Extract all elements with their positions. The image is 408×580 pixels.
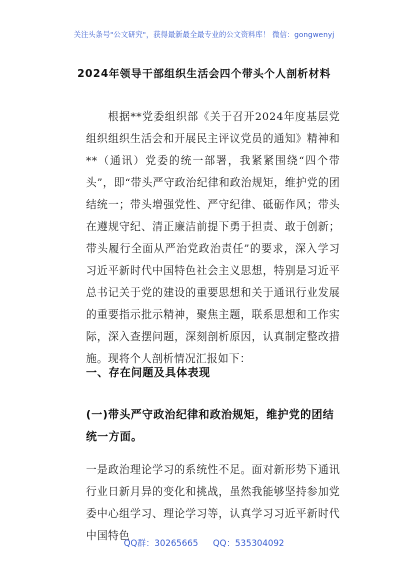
document-title: 2024年领导干部组织生活会四个带头个人剖析材料 [77,68,331,80]
footer-contact [0,537,408,549]
body-paragraph: 一是政治理论学习的系统性不足。面对新形势下通讯行业日新月异的变化和挑战，虽然我能够坚持参加党委中心组学习、理论学习等，认真学习习近平新时代中国特色 [86,464,340,542]
footer-qq-group: QQ群：30265665 [123,539,199,549]
header-banner: 关注头条号"公文研究"，获得最新最全最专业的公文资料库！ 微信：gongwenyj [73,30,335,39]
section-heading: 一、存在问题及具体表现 [86,366,211,379]
footer-qq: QQ：535304092 [212,539,285,549]
subsection-heading: (一)带头严守政治纪律和政治规矩，维护党的团结统一方面。 [86,408,335,443]
intro-paragraph: 根据**党委组织部《关于召开2024年度基层党组织组织生活会和开展民主评议党员的通知》精神和**（通讯）党委的统一部署，我紧紧围绕“四个带头”，即“带头严守政治纪律和政治规矩，维护党的团结统一；带头增强党性、严守纪律、砥砺作风；带头在遵规守纪、清正廉洁前提下勇于担责、敢于创新；带头履行全面从严治党政治责任”的要求，深入学习习近平新时代中国特色社会主义思想，特别是习近平总书记关于党的建设的重要思想和关于通讯行业发展的重要指示批示精神，聚焦主题，联系思想和工作实际，深入查摆问题，深刻剖析原因，认真制定整改措施。现将个人剖析情况汇报如下： [86,111,340,365]
